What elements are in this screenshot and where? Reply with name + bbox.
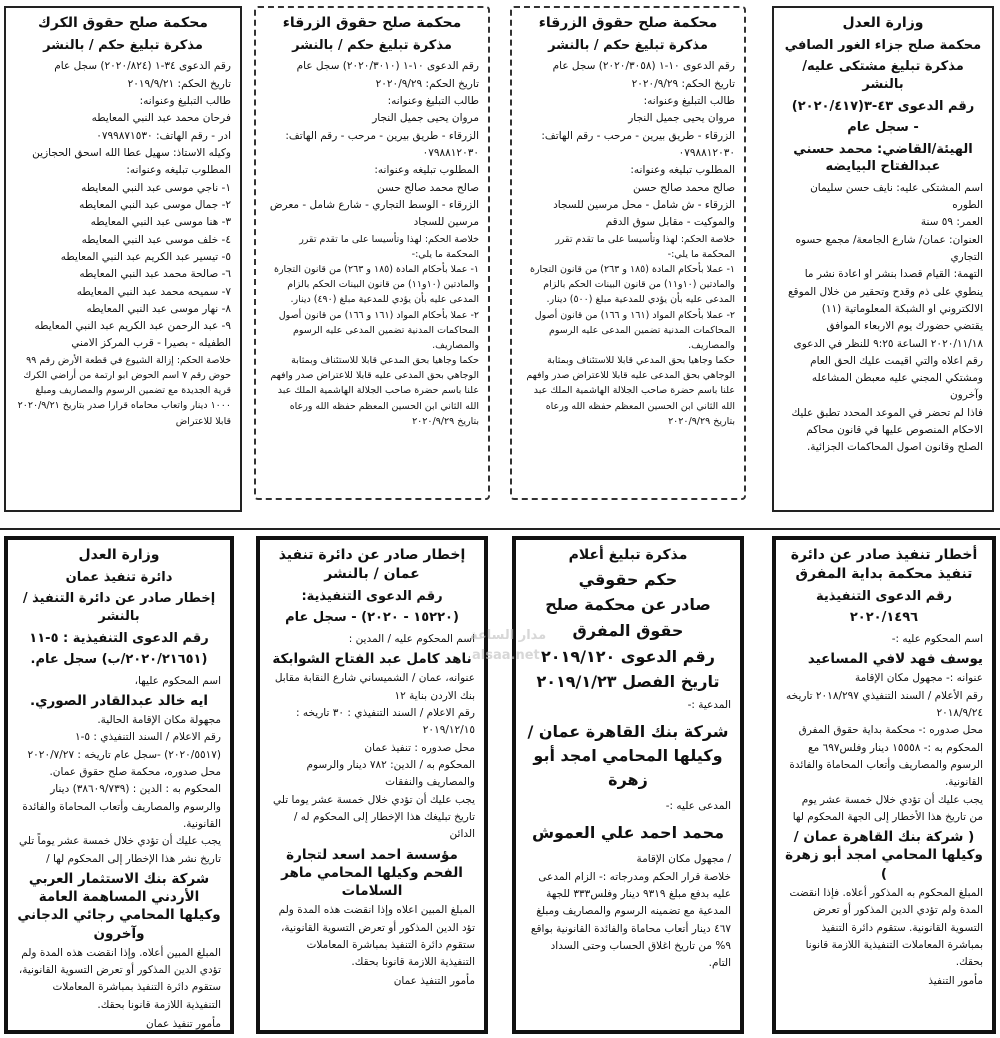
notice-line: الزرقاء - ش شامل - محل مرسين للسجاد والموكيت - مقابل سوق الدقم xyxy=(553,198,735,229)
notice-line: يجب عليك أن تؤدي خلال خمسة عشر يوم من تاريخ هذا الأخطار إلى الجهة المحكوم لها xyxy=(792,793,983,823)
notice-case-label: رقم الدعوى التنفيذية xyxy=(816,588,952,604)
notice-memo-title: مذكرة تبليغ حكم / بالنشر xyxy=(548,37,708,53)
notice-line: رقم الدعوى ١٠-١ (٢٠٢٠/٣٠١٠) سجل عام xyxy=(296,60,479,73)
notice-case-number: رقم الدعوى ٤٣-٣(٢٠٢٠/٤١٧) xyxy=(791,98,975,114)
notice-line: ٩- عبد الرحمن عبد الكريم عبد النبي المعايطه xyxy=(34,320,231,333)
notice-line: الزرقاء - طريق بيرين - مرحب - رقم الهاتف: ٠٧٩٨٨١٢٠٣٠ xyxy=(541,129,735,159)
notice-judge: الهيئة/القاضي: محمد حسني عبدالفتاح البيايضه xyxy=(793,141,973,175)
notice-mafraq-execution xyxy=(772,536,996,1034)
notice-line: محل صدوره، محكمة صلح حقوق عمان. xyxy=(49,766,221,779)
notice-memo-title: مذكرة تبليغ حكم / بالنشر xyxy=(43,37,203,53)
notice-line: رقم الدعوى ٣٤-١ (٢٠٢٠/٨٢٤) سجل عام xyxy=(54,60,231,73)
notice-line: ٦- صالحة محمد عبد النبي المعايطه xyxy=(79,268,231,281)
notice-line: الزرقاء - الوسط التجاري - شارع شامل - معرض مرسين للسجاد xyxy=(269,198,479,229)
notice-line: يجب عليك أن تؤدي خلال خمسة عشر يوما تلي تاريخ تبليغك هذا الإخطار إلى المحكوم له / الدائن xyxy=(272,793,475,841)
notice-line: ٢- جمال موسى عبد النبي المعايطه xyxy=(79,198,231,211)
notice-karak xyxy=(4,6,242,512)
notice-memo-title: مذكرة تبليغ حكم / بالنشر xyxy=(292,37,452,53)
notice-line: تاريخ الحكم: ٢٠٢٠/٩/٢٩ xyxy=(631,77,735,90)
notice-amman-execution-15220 xyxy=(256,536,488,1034)
notice-line: اسم المشتكى عليه: نايف حسن سليمان الطوره xyxy=(810,181,983,212)
notice-title: مذكرة تبليغ أعلام xyxy=(568,547,688,563)
notice-line: رقم الأعلام / السند التنفيذي ٢٠١٨/٢٩٧ تاريخه ٢٠١٨/٩/٢٤ xyxy=(786,689,983,720)
notice-court-title: محكمة صلح حقوق الكرك xyxy=(38,15,208,31)
notice-label: المدعى عليه :- xyxy=(665,800,731,813)
notice-creditor-name: مؤسسة احمد اسعد لتجارة الفحم وكيلها المحامي ماهر السلامات xyxy=(281,846,463,899)
watermark-arabic: مدار الساعة xyxy=(470,628,547,643)
page-divider xyxy=(0,528,1000,530)
notice-line: التهمة: القيام قصدا بنشر او اعادة نشر ما ينطوي على ذم وقدح وتحقير من خلال الموقع الالكتروني او الشبكة المعلوماتية (١١) xyxy=(787,268,983,315)
notice-ministry-title: وزارة العدل xyxy=(78,547,160,563)
notice-subtitle: حقوق المفرق xyxy=(572,621,684,641)
notice-line: خلاصة الحكم: إزالة الشيوع في قطعة الأرض رقم ٩٩ حوض رقم ٧ اسم الحوض ابو ارتمة من أراضي الكرك قرية الجديدة مع تضمين الرسوم والمصاريف ومبلغ ١٠٠٠ دينار واتعاب محاماه قرارا صدر بتاريخ ٢٠٢٠/٩/٢١ قابلا للاعتراض xyxy=(17,354,231,427)
notice-line: وكيله الاستاذ: سهيل عطا الله اسحق الحجازين xyxy=(32,147,231,159)
notice-line: المبلغ المحكوم به المذكور أعلاه. فإذا انقضت المدة ولم تؤدي الدين المذكور أو تعرض التسوية القانونية. ستقوم دائرة التنفيذ بمباشرة المعاملات التنفيذية اللازمة قانونا بحقك. xyxy=(789,886,983,969)
notice-line: ١- عملا بأحكام المادة (١٨٥ و ٢٦٣) من قانون التجارة والمادتين (١٠و١١) من قانون البينات الحكم بالزام المدعى عليه بأن يؤدي للمدعية مبلغ (٤٩٠) دينار. xyxy=(273,263,479,306)
notice-line: الطفيله - بصيرا - قرب المركز الامني xyxy=(71,337,231,350)
notice-line: عنوانه :- مجهول مكان الإقامة xyxy=(854,672,983,685)
notice-line: ٤- خلف موسى عبد النبي المعايطه xyxy=(81,233,231,246)
notice-line: العمر: ٥٩ سنة xyxy=(920,216,983,229)
notice-creditor-name: ( شركة بنك القاهرة عمان / وكيلها المحامي امجد أبو زهرة ) xyxy=(785,829,983,882)
notice-line: خلاصة قرار الحكم ومدرجاته :- الزام المدعى عليه بدفع مبلغ ٩٣١٩ دينار وفلس٣٣٣ للجهة المدعية مع تضمينه الرسوم والمصاريف ومبلغ ٤٦٧ دينار أتعاب محاماة والفائدة القانونية بواقع ٩% من تاريخ اغلاق الحساب وحتى السداد التام. xyxy=(530,870,731,970)
notice-register: - سجل عام xyxy=(847,120,919,136)
notice-line: المحكوم به / الدين: ٧٨٢ دينار والرسوم والمصاريف والنفقات xyxy=(306,758,475,789)
notice-line: خلاصة الحكم: لهذا وتأسيسا على ما تقدم تقرر المحكمة ما يلي:- xyxy=(555,233,735,260)
notice-line: صالح محمد صالح حسن xyxy=(632,181,735,194)
notice-line: طالب التبليغ وعنوانه: xyxy=(139,95,231,108)
notice-line: مجهولة مكان الإقامة الحالية. xyxy=(97,714,221,727)
notice-line: حكما وجاهيا بحق المدعي قابلا للاستئناف وبمثابة الوجاهي بحق المدعى عليه قابلا للاعتراض صدر وافهم علنا باسم حضرة صاحب الجلالة الهاشمية الملك عبد الله الثاني ابن الحسين المعظم حفظه الله ورعاه بتاريخ ٢٠٢٠/٩/٢٩ xyxy=(526,355,735,427)
notice-zarqa-3010 xyxy=(254,6,490,500)
notice-case-label: رقم الدعوى التنفيذية : ٥-١١ xyxy=(29,630,209,646)
notice-defendant-name: محمد احمد علي العموش xyxy=(531,823,725,843)
notice-debtor-name: يوسف فهد لافي المساعيد xyxy=(807,651,983,668)
notice-label: المدعية :- xyxy=(687,698,731,711)
notice-line: محل صدوره : تنفيذ عمان xyxy=(364,741,475,754)
notice-subtitle: حكم حقوقي xyxy=(578,569,678,589)
notice-case-number: (٢٠٢٠/٢١٦٥١/ب) سجل عام. xyxy=(30,652,208,668)
notice-plaintiff-name: شركة بنك القاهرة عمان / وكيلها المحامي امجد أبو زهرة xyxy=(527,722,729,790)
notice-line: المبلغ المبين اعلاه وإذا انقضت هذه المدة ولم تؤد الدين المذكور أو تعرض التسوية القانونية، ستقوم دائرة التنفيذ بمباشرة المعاملات التنفيذية اللازمة قانونا بحقك. xyxy=(278,904,475,969)
notice-line: فاذا لم تحضر في الموعد المحدد تطبق عليك الاحكام المنصوص عليها في قانون محاكم الصلح وقانون اصول المحاكمات الجزائية. xyxy=(791,406,983,454)
notice-line: يجب عليك أن تؤدي خلال خمسة عشر يوماً تلي تاريخ نشر هذا الإخطار إلى المحكوم لها / xyxy=(18,835,221,865)
watermark-latin: alsaa.net xyxy=(472,648,540,663)
notice-line: صالح محمد صالح حسن xyxy=(376,181,479,194)
notice-line: ١- عملا بأحكام المادة (١٨٥ و ٢٦٣) من قانون التجارة والمادتين (١٠و١١) من قانون البينات الحكم بالزام المدعى عليه بأن يؤدي للمدعية مبلغ (٥٠٠) دينار. xyxy=(529,263,735,306)
notice-label: اسم المحكوم عليه / المدين : xyxy=(348,632,475,645)
notice-title: إخطار صادر عن دائرة التنفيذ / بالنشر xyxy=(22,591,216,624)
notice-ministry-title: وزارة العدل xyxy=(842,15,924,31)
notice-court-title: محكمة صلح حقوق الزرقاء xyxy=(282,15,462,31)
notice-line: ٢- عملا بأحكام المواد (١٦١ و ١٦٦) من قانون أصول المحاكمات المدنية تضمين المدعى عليه الرسوم والمصاريف. xyxy=(534,309,735,351)
notice-line: المبلغ المبين أعلاه. وإذا انقضت هذه المدة ولم تؤدي الدين المذكور أو تعرض التسوية القانونية، ستقوم دائرة التنفيذ بمباشرة المعاملات التنفيذية اللازمة قانونا بحقك. xyxy=(18,946,221,1011)
notice-line: خلاصة الحكم: لهذا وتأسيسا على ما تقدم تقرر المحكمة ما يلي:- xyxy=(299,233,479,260)
notice-line: رقم الاعلام / السند التنفيذي : ٥-١ (٢٠٢٠/٥٥١٧) -سجل عام تاريخه : ٢٠٢٠/٧/٢٧ xyxy=(27,731,221,761)
notice-subtitle: صادر عن محكمة صلح xyxy=(545,595,711,615)
notice-line: ادر - رقم الهاتف: ٠٧٩٩٨٧١٥٣٠ xyxy=(96,129,231,142)
notice-debtor-name: ايه خالد عبدالقادر الصوري. xyxy=(29,692,209,709)
notice-line: محل صدوره :- محكمة بداية حقوق المفرق xyxy=(798,724,983,737)
notice-judgment-date: تاريخ الفصل ٢٠١٩/١/٢٣ xyxy=(536,672,720,692)
notice-signature: مأمور تنفيذ عمان xyxy=(146,1018,221,1031)
notice-line: عنوانه، عمان / الشميساني شارع النقابة مقابل بنك الاردن بناية ١٢ xyxy=(274,672,475,702)
notice-line: ٥- تيسير عبد الكريم عبد النبي المعايطه xyxy=(60,250,231,263)
notice-court-title: محكمة صلح جزاء الغور الصافي xyxy=(784,37,982,53)
notice-line: مروان يحيى جميل النجار xyxy=(628,112,735,125)
notice-line: طالب التبليغ وعنوانه: xyxy=(643,95,735,108)
notice-court-title: محكمة صلح حقوق الزرقاء xyxy=(538,15,718,31)
notice-line: ٨- نهار موسى عبد النبي المعايطه xyxy=(86,302,231,315)
notice-signature: مأمور التنفيذ xyxy=(928,975,983,988)
notice-label: اسم المحكوم عليها، xyxy=(134,674,221,687)
notice-case-number: ٢٠٢٠/١٤٩٦ xyxy=(849,610,919,626)
notice-case-number: (١٥٢٢٠ - ٢٠٢٠) - سجل عام xyxy=(285,610,459,626)
notice-debtor-name: ناهد كامل عبد الفتاح الشوابكة xyxy=(272,651,472,668)
notice-line: تاريخ الحكم: ٢٠٢٠/٩/٢٩ xyxy=(375,77,479,90)
notice-line: حكما وجاهيا بحق المدعي قابلا للاستئناف وبمثابة الوجاهي بحق المدعى عليه قابلا للاعتراض صدر وافهم علنا باسم حضرة صاحب الجلالة الهاشمية الملك عبد الله الثاني ابن الحسين المعظم حفظه الله ورعاه بتاريخ ٢٠٢٠/٩/٢٩ xyxy=(270,355,479,427)
notice-line: ٢- عملا بأحكام المواد (١٦١ و ١٦٦) من قانون أصول المحاكمات المدنية تضمين المدعى عليه الرسوم والمصاريف. xyxy=(278,309,479,351)
notice-department: دائرة تنفيذ عمان xyxy=(65,569,173,585)
notice-line: المحكوم به :- ١٥٥٥٨ دينار وفلس٦٩٧ مع الرسوم والمصاريف وأتعاب المحاماة والفائدة القانونية. xyxy=(789,741,983,789)
notice-line: / مجهول مكان الإقامة xyxy=(636,853,731,866)
notice-line: ٣- هنا موسى عبد النبي المعايطه xyxy=(90,216,231,229)
notice-signature: مأمور التنفيذ عمان xyxy=(393,975,475,988)
notice-line: فرحان محمد عبد النبي المعايطه xyxy=(91,112,231,125)
notice-line: مروان يحيى جميل النجار xyxy=(372,112,479,125)
notice-mafraq-judgment xyxy=(512,536,744,1034)
notice-ghor-safi xyxy=(772,6,994,512)
notice-case-number: رقم الدعوى ٢٠١٩/١٢٠ xyxy=(541,646,715,666)
notice-title: إخطار صادر عن دائرة تنفيذ عمان / بالنشر xyxy=(278,547,466,582)
notice-label: اسم المحكوم عليه :- xyxy=(891,632,983,645)
notice-line: ٧- سميحه محمد عبد النبي المعايطه xyxy=(76,285,231,298)
notice-line: العنوان: عمان/ شارع الجامعة/ مجمع حسوه التجاري xyxy=(795,233,983,263)
notice-title: أخطار تنفيذ صادر عن دائرة تنفيذ محكمة بداية المفرق xyxy=(790,547,978,582)
notice-line: المطلوب تبليغه وعنوانه: xyxy=(630,164,735,177)
notice-line: المحكوم به : الدين : (٣٨٦٠٩/٧٣٩) دينار والرسوم والمصاريف وأتعاب المحاماة والفائدة القانونية. xyxy=(22,783,221,831)
notice-line: رقم الدعوى ١٠-١ (٢٠٢٠/٣٠٥٨) سجل عام xyxy=(552,60,735,73)
notice-creditor-name: شركة بنك الاستثمار العربي الأردني المساهمة العامة وكيلها المحامي رجائي الدجاني وآخرون xyxy=(17,870,221,942)
notice-line: طالب التبليغ وعنوانه: xyxy=(387,95,479,108)
notice-line: المطلوب تبليغه وعنوانه: xyxy=(374,164,479,177)
notice-case-label: رقم الدعوى التنفيذية: xyxy=(301,588,443,604)
notice-line: تاريخ الحكم: ٢٠١٩/٩/٢١ xyxy=(127,77,231,90)
notice-memo-title: مذكرة تبليغ مشتكى عليه/بالنشر xyxy=(802,59,964,92)
notice-line: الزرقاء - طريق بيرين - مرحب - رقم الهاتف: ٠٧٩٨٨١٢٠٣٠ xyxy=(285,129,479,159)
notice-zarqa-3058 xyxy=(510,6,746,500)
notice-line: ١- ناجي موسى عبد النبي المعايطه xyxy=(81,181,231,194)
notice-line: يقتضي حضورك يوم الاربعاء الموافق ٢٠٢٠/١١/١٨ الساعة ٩:٢٥ للنظر في الدعوى رقم اعلاه والتي اقيمت عليك الحق العام ومشتكي المجني عليه معبطن المشاعله وآخرون xyxy=(793,320,983,402)
notice-amman-execution-21651 xyxy=(4,536,234,1034)
notice-line: المطلوب تبليغه وعنوانه: xyxy=(126,164,231,177)
notice-line: رقم الاعلام / السند التنفيذي : ٣٠ تاريخه : ٢٠١٩/١٢/١٥ xyxy=(296,707,475,737)
